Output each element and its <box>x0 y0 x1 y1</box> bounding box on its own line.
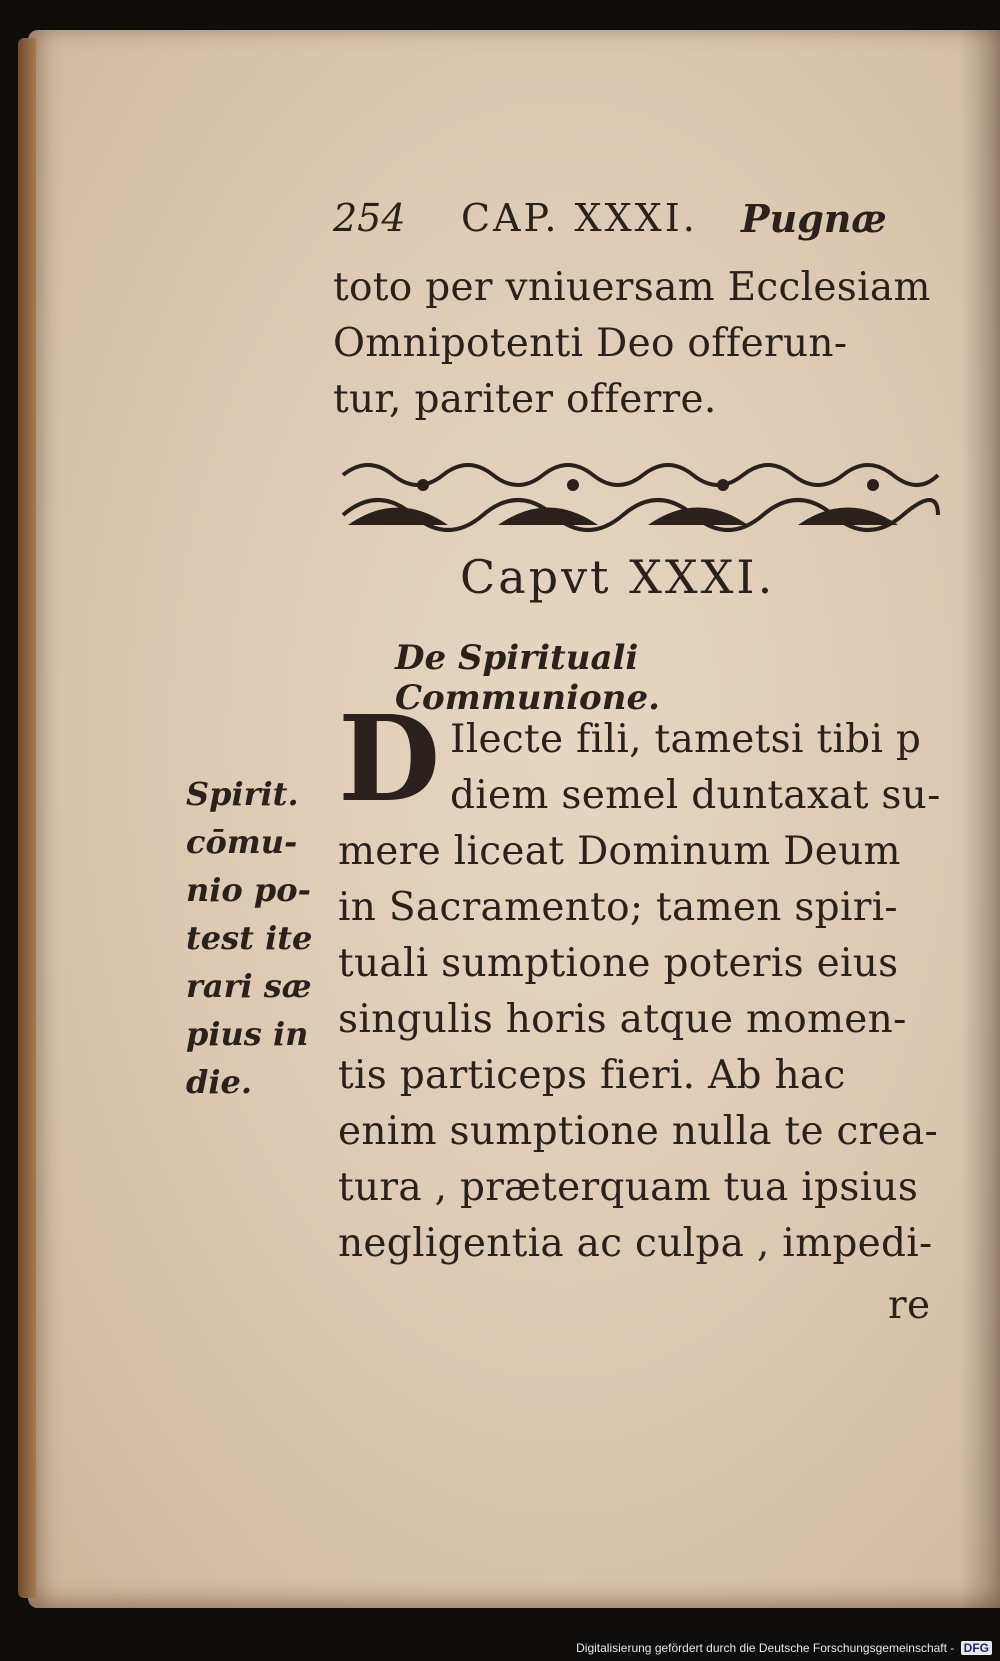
drop-cap: D <box>338 689 441 828</box>
body-line-10: negligentia ac culpa , impedi- <box>338 1221 933 1266</box>
decorative-ornament-band <box>338 455 946 535</box>
chapter-subtitle: De Spirituali Communione. <box>395 638 660 718</box>
body-line-3: mere liceat Dominum Deum <box>338 829 901 874</box>
footer-text: Digitalisierung gefördert durch die Deutsche Forschungsgemeinschaft - <box>576 1641 955 1655</box>
chapter-heading: Capvt XXXI. <box>460 550 776 604</box>
margin-note-line: pius in <box>186 1015 309 1053</box>
margin-note-line: cōmu- <box>186 823 298 861</box>
margin-note <box>186 770 326 1106</box>
margin-note-line: test ite <box>186 919 313 957</box>
body-line-6: singulis horis atque momen- <box>338 997 907 1042</box>
body-line-2: diem semel duntaxat su- <box>450 773 941 818</box>
body-line-1: Ilecte fili, tametsi tibi p <box>450 717 922 762</box>
body-line-8: enim sumptione nulla te crea- <box>338 1109 939 1154</box>
carryover-line-2: Omnipotenti Deo offerun- <box>333 321 848 366</box>
running-header <box>333 196 887 252</box>
catchword: re <box>888 1283 931 1328</box>
body-line-5: tuali sumptione poteris eius <box>338 941 899 986</box>
body-line-9: tura , præterquam tua ipsius <box>338 1165 919 1210</box>
body-line-7: tis particeps fieri. Ab hac <box>338 1053 846 1098</box>
page-gutter-shadow <box>960 30 1000 1608</box>
dfg-logo: DFG <box>961 1641 992 1655</box>
running-word: Pugnæ <box>741 196 887 241</box>
running-title: CAP. XXXI. <box>461 196 698 240</box>
margin-note-line: nio po- <box>186 871 311 909</box>
carryover-line-1: toto per vniuersam Ecclesiam <box>333 265 931 310</box>
digitization-footer <box>576 1641 992 1655</box>
page-number: 254 <box>333 196 406 240</box>
body-line-4: in Sacramento; tamen spiri- <box>338 885 898 930</box>
margin-note-line: Spirit. <box>186 775 299 813</box>
carryover-line-3: tur, pariter offerre. <box>333 377 717 422</box>
margin-note-line: die. <box>186 1063 253 1101</box>
margin-note-line: rari sæ <box>186 967 312 1005</box>
